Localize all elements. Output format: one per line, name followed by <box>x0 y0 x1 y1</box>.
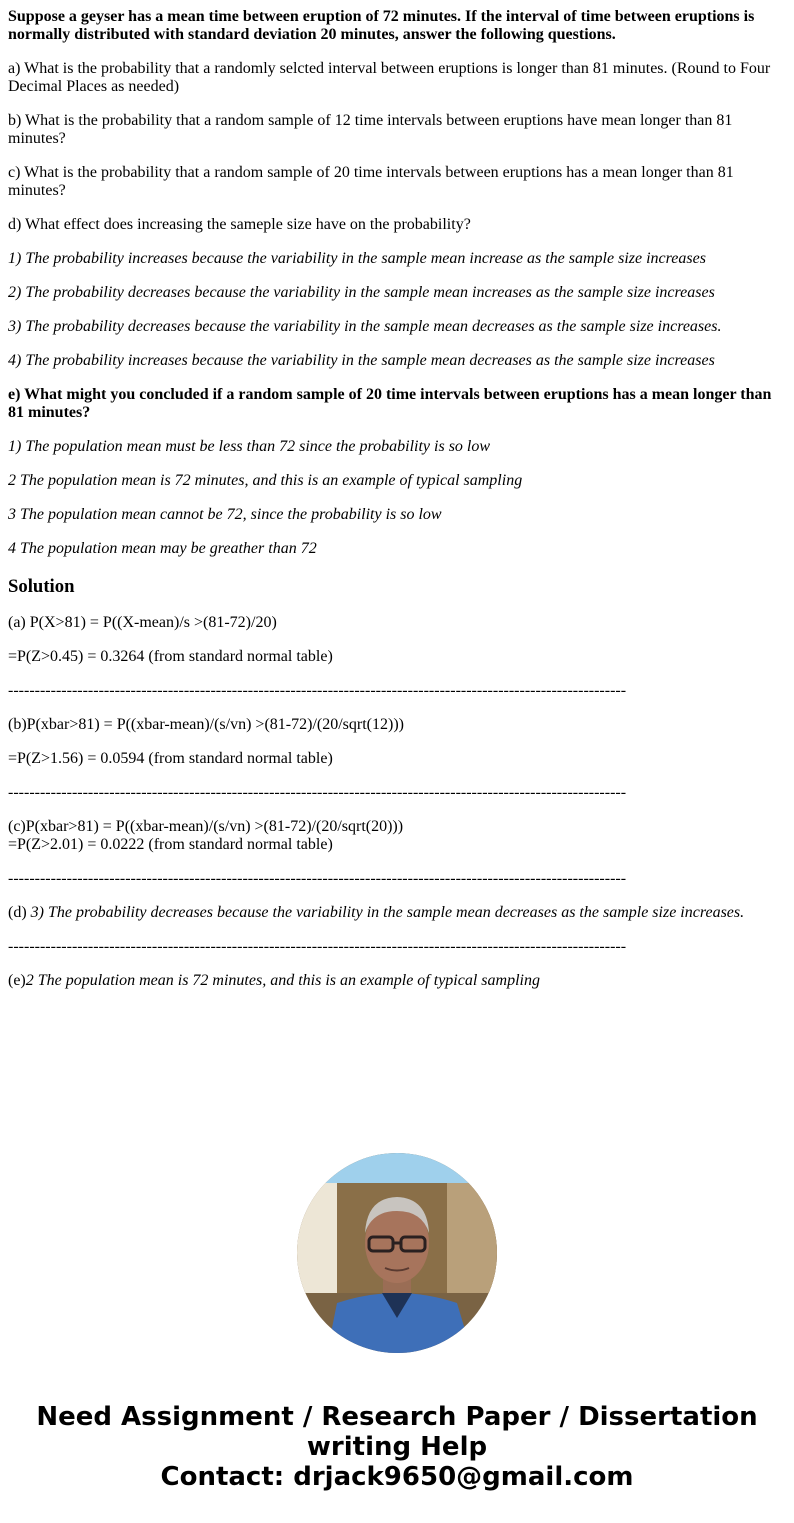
banner-line-2: writing Help <box>306 1432 488 1462</box>
divider: -------------------------------------------------------------------------------------------------------------------- <box>8 870 627 887</box>
solution-b-line-1: (b)P(xbar>81) = P((xbar-mean)/(s/vn) >(81-72)/(20/sqrt(12))) <box>8 716 404 733</box>
solution-e-prefix: (e) <box>8 972 26 989</box>
e-option-2: 2 The population mean is 72 minutes, and this is an example of typical sampling <box>8 472 523 489</box>
banner-contact: Contact: drjack9650@gmail.com <box>160 1462 634 1492</box>
divider: -------------------------------------------------------------------------------------------------------------------- <box>8 682 627 699</box>
d-option-4: 4) The probability increases because the variability in the sample mean decreases as the sample size increases <box>8 352 715 369</box>
solution-b-line-2: =P(Z>1.56) = 0.0594 (from standard normal table) <box>8 750 333 767</box>
solution-d <box>8 904 786 922</box>
question-a: a) What is the probability that a randomly selcted interval between eruptions is longer than 81 minutes. (Round to Four Decimal Places as needed) <box>8 60 771 95</box>
solution-a-line-1: (a) P(X>81) = P((X-mean)/s >(81-72)/20) <box>8 614 277 631</box>
question-b: b) What is the probability that a random sample of 12 time intervals between eruptions have mean longer than 81 minutes? <box>8 112 733 147</box>
question-d: d) What effect does increasing the sameple size have on the probability? <box>8 216 471 233</box>
solution-d-answer: 3) The probability decreases because the variability in the sample mean decreases as the sample size increases. <box>30 904 745 921</box>
banner-line-1: Need Assignment / Research Paper / Dissertation <box>36 1402 758 1432</box>
solution-c-line-1: (c)P(xbar>81) = P((xbar-mean)/(s/vn) >(81-72)/(20/sqrt(20))) <box>8 818 404 835</box>
author-photo <box>297 1153 497 1353</box>
divider: -------------------------------------------------------------------------------------------------------------------- <box>8 938 627 955</box>
e-option-4: 4 The population mean may be greather than 72 <box>8 540 317 557</box>
solution-a-line-2: =P(Z>0.45) = 0.3264 (from standard normal table) <box>8 648 333 665</box>
divider: -------------------------------------------------------------------------------------------------------------------- <box>8 784 627 801</box>
e-option-1: 1) The population mean must be less than 72 since the probability is so low <box>8 438 491 455</box>
solution-c-line-2: =P(Z>2.01) = 0.0222 (from standard normal table) <box>8 836 333 853</box>
solution-heading: Solution <box>8 576 75 597</box>
d-option-3: 3) The probability decreases because the variability in the sample mean decreases as the sample size increases. <box>8 318 722 335</box>
d-option-1: 1) The probability increases because the variability in the sample mean increase as the sample size increases <box>8 250 706 267</box>
solution-e <box>8 972 786 990</box>
solution-d-prefix: (d) <box>8 904 31 921</box>
question-c: c) What is the probability that a random sample of 20 time intervals between eruptions has a mean longer than 81 minutes? <box>8 164 734 199</box>
question-e: e) What might you concluded if a random sample of 20 time intervals between eruptions has a mean longer than 81 minutes? <box>8 386 772 421</box>
solution-c <box>8 818 786 854</box>
question-intro: Suppose a geyser has a mean time between eruption of 72 minutes. If the interval of time between eruptions is normally distributed with standard deviation 20 minutes, answer the following questions. <box>8 8 755 43</box>
d-option-2: 2) The probability decreases because the variability in the sample mean increases as the sample size increases <box>8 284 715 301</box>
e-option-3: 3 The population mean cannot be 72, since the probability is so low <box>8 506 442 523</box>
solution-e-answer: 2 The population mean is 72 minutes, and this is an example of typical sampling <box>25 972 540 989</box>
contact-banner <box>0 1402 794 1492</box>
